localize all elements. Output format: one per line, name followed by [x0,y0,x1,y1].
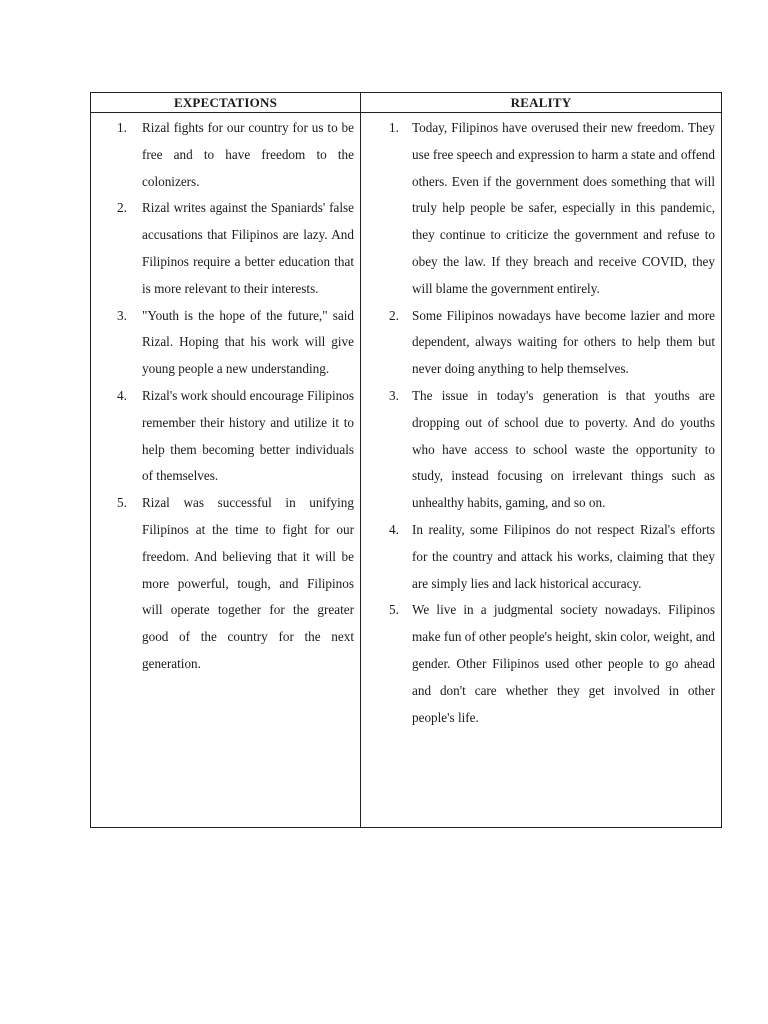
list-item [91,383,354,490]
table-header-row [91,93,722,113]
expectations-list [91,115,354,678]
list-item [91,195,354,302]
reality-header: REALITY [361,93,722,113]
item-text: Rizal writes against the Spaniards' false accusations that Filipinos are lazy. And Filipinos require a better education that is more relevant to their interests. [142,200,354,296]
list-item [361,303,715,383]
list-item [361,383,715,517]
item-number: 3. [389,387,399,403]
reality-cell [361,113,722,828]
reality-list [361,115,715,731]
list-item [91,303,354,383]
item-text: "Youth is the hope of the future," said Rizal. Hoping that his work will give young people a new understanding. [142,307,354,377]
expectations-header: EXPECTATIONS [91,93,361,113]
list-item [361,597,715,731]
list-item [91,115,354,195]
item-number: 1. [389,120,399,135]
list-item [91,490,354,678]
list-item [361,115,715,303]
item-text: Rizal's work should encourage Filipinos remember their history and utilize it to help them becoming better individuals of themselves. [142,387,354,484]
item-text: Today, Filipinos have overused their new freedom. They use free speech and expression to harm a state and offend others. Even if the government does something that will truly help people be safer, especially in this pandemic, they continue to criticize the government and refuse to obey the law. If they breach and receive COVID, they will blame the government entirely. [412,120,715,296]
comparison-table [90,92,722,828]
item-text: The issue in today's generation is that youths are dropping out of school due to poverty. And do youths who have access to school waste the opportunity to study, instead focusing on irrelevant things such as unhealthy habits, gaming, and so on. [412,387,715,511]
item-number: 4. [117,387,127,403]
item-number: 5. [389,602,399,618]
item-number: 4. [389,521,399,537]
item-number: 2. [389,307,399,323]
item-text: Rizal fights for our country for us to be free and to have freedom to the colonizers. [142,120,354,189]
table-body-row [91,113,722,828]
item-number: 2. [117,200,127,216]
item-text: Rizal was successful in unifying Filipinos at the time to fight for our freedom. And believing that it will be more powerful, tough, and Filipinos will operate together for the greater good of the country for the next generation. [142,495,354,671]
item-number: 3. [117,307,127,323]
expectations-cell [91,113,361,828]
item-text: We live in a judgmental society nowadays. Filipinos make fun of other people's height, skin color, weight, and gender. Other Filipinos used other people to go ahead and don't care whether they get involved in other people's life. [412,602,715,725]
item-number: 5. [117,495,127,511]
item-number: 1. [117,120,127,135]
item-text: In reality, some Filipinos do not respect Rizal's efforts for the country and attack his works, claiming that they are simply lies and lack historical accuracy. [412,521,715,591]
list-item [361,517,715,597]
item-text: Some Filipinos nowadays have become lazier and more dependent, always waiting for others to help them but never doing anything to help themselves. [412,307,715,377]
